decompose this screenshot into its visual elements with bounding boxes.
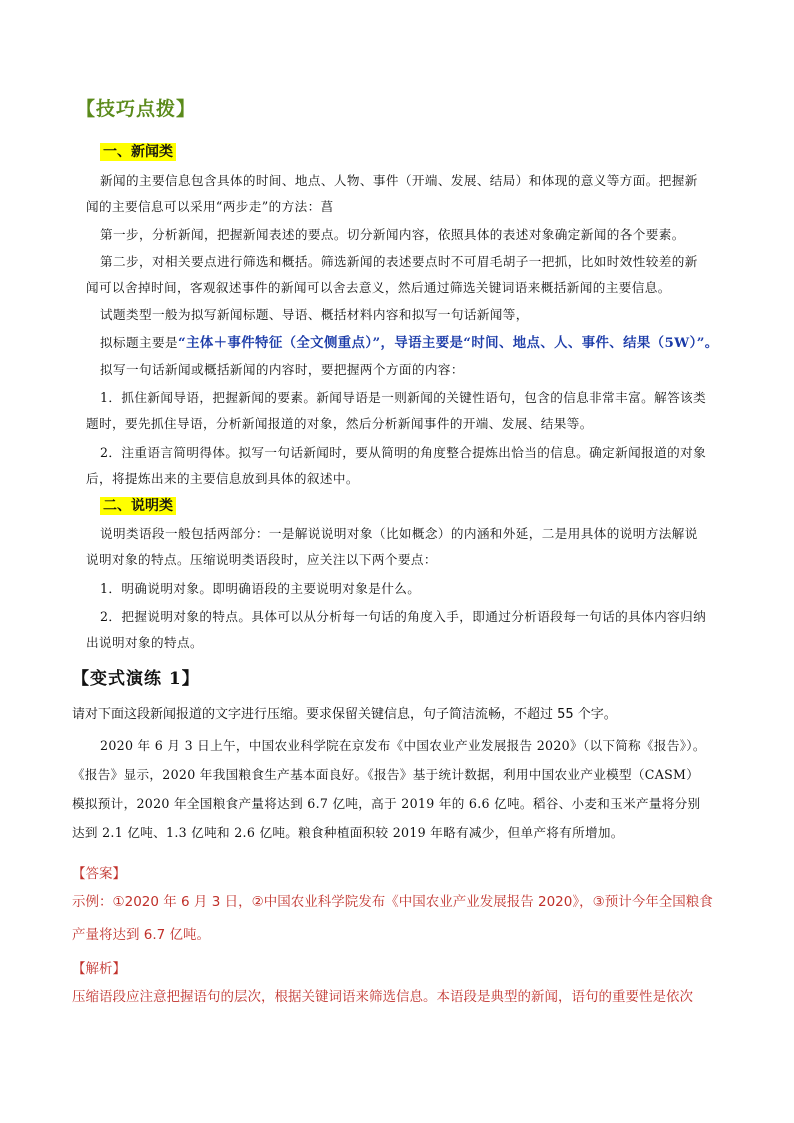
news-para-2: 第一步，分析新闻，把握新闻表述的要点。切分新闻内容，依照具体的表述对象确定新闻的各个要素。 bbox=[100, 227, 685, 242]
explain-para-2: 1．明确说明对象。即明确语段的主要说明对象是什么。 bbox=[100, 581, 421, 596]
explain-para-1a: 说明类语段一般包括两部分：一是解说说明对象（比如概念）的内涵和外延，二是用具体的说明方法解说 bbox=[100, 526, 698, 541]
news-para-5-lead: 拟标题主要是 bbox=[100, 335, 178, 350]
news-passage-line-4: 达到 2.1 亿吨、1.3 亿吨和 2.6 亿吨。粮食种植面积较 2019 年略有减少，但单产将有所增加。 bbox=[72, 825, 624, 840]
news-passage-line-3: 模拟预计，2020 年全国粮食产量将达到 6.7 亿吨，高于 2019 年的 6.6 亿吨。稻谷、小麦和玉米产量将分别 bbox=[72, 796, 701, 811]
news-para-8a: 2．注重语言简明得体。拟写一句话新闻时，要从简明的角度整合提炼出恰当的信息。确定新闻报道的对象 bbox=[100, 445, 707, 460]
explain-para-3a: 2．把握说明对象的特点。具体可以从分析每一句话的角度入手，即通过分析语段每一句话的具体内容归纳 bbox=[100, 609, 707, 624]
news-para-6: 拟写一句话新闻或概括新闻的内容时，要把握两个方面的内容： bbox=[100, 362, 464, 377]
explain-para-1b: 说明对象的特点。压缩说明类语段时，应关注以下两个要点： bbox=[86, 552, 437, 567]
news-para-3a: 第二步，对相关要点进行筛选和概括。筛选新闻的表述要点时不可眉毛胡子一把抓，比如时效性较差的新 bbox=[100, 254, 698, 269]
variant-exercise-title: 【变式演练 1】 bbox=[72, 669, 200, 689]
news-passage-line-2: 《报告》显示，2020 年我国粮食生产基本面良好。《报告》基于统计数据，利用中国农业产业模型（CASM） bbox=[72, 767, 700, 782]
exercise-question: 请对下面这段新闻报道的文字进行压缩。要求保留关键信息，句子简洁流畅，不超过 55 个字。 bbox=[72, 707, 617, 722]
news-para-1a: 新闻的主要信息包含具体的时间、地点、人物、事件（开端、发展、结局）和体现的意义等方面。把握新 bbox=[100, 173, 698, 188]
skill-tips-title: 【技巧点拨】 bbox=[76, 98, 197, 120]
analysis-tag: 【解析】 bbox=[72, 961, 126, 977]
news-para-7a: 1．抓住新闻导语，把握新闻的要素。新闻导语是一则新闻的关键性语句，包含的信息非常丰富。解答该类 bbox=[100, 390, 707, 405]
answer-line-1: 示例：①2020 年 6 月 3 日，②中国农业科学院发布《中国农业产业发展报告 2020》，③预计今年全国粮食 bbox=[72, 894, 713, 910]
news-para-7b: 题时，要先抓住导语，分析新闻报道的对象，然后分析新闻事件的开端、发展、结果等。 bbox=[86, 416, 593, 431]
analysis-line-1: 压缩语段应注意把握语句的层次，根据关键词语来筛选信息。本语段是典型的新闻，语句的重要性是依次 bbox=[72, 989, 693, 1005]
news-para-4: 试题类型一般为拟写新闻标题、导语、概括材料内容和拟写一句话新闻等， bbox=[100, 307, 529, 322]
news-para-5 bbox=[100, 330, 726, 357]
news-passage-line-1: 2020 年 6 月 3 日上午，中国农业科学院在京发布《中国农业产业发展报告 2020》（以下简称《报告》）。 bbox=[100, 738, 706, 753]
answer-line-2: 产量将达到 6.7 亿吨。 bbox=[72, 927, 211, 943]
news-para-1b: 闻的主要信息可以采用“两步走”的方法：菖 bbox=[86, 199, 334, 214]
explain-para-3b: 出说明对象的特点。 bbox=[86, 635, 203, 650]
answer-tag: 【答案】 bbox=[72, 866, 126, 882]
explain-section-heading: 二、说明类 bbox=[100, 497, 176, 515]
news-para-8b: 后，将提炼出来的主要信息放到具体的叙述中。 bbox=[86, 471, 359, 486]
news-section-heading: 一、新闻类 bbox=[100, 143, 176, 161]
news-para-5-emphasis: “主体＋事件特征（全文侧重点）”，导语主要是“时间、地点、人、事件、结果（5W）”。 bbox=[177, 335, 719, 351]
news-para-3b: 闻可以舍掉时间，客观叙述事件的新闻可以舍去意义，然后通过筛选关键词语来概括新闻的主要信息。 bbox=[86, 280, 671, 295]
